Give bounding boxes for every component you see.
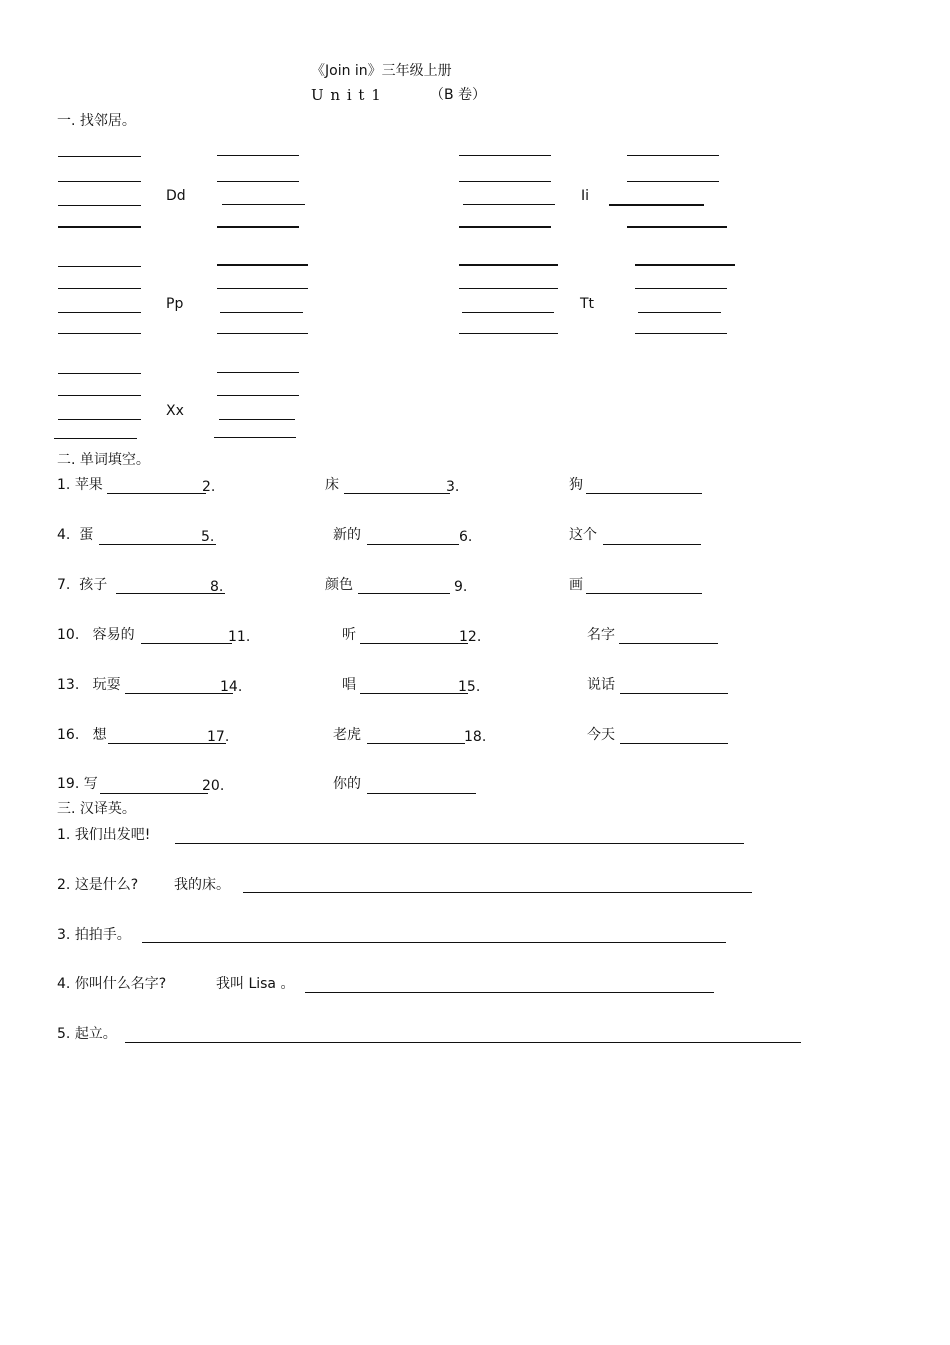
answer-line[interactable] (627, 181, 719, 182)
answer-line[interactable] (459, 155, 551, 156)
fill-item (57, 628, 135, 642)
item-number: 17. (207, 729, 230, 745)
answer-line[interactable] (58, 395, 141, 396)
item-number: 1. (57, 827, 71, 843)
worksheet-title: 《Join in》三年级上册 (311, 63, 452, 79)
answer-line[interactable] (217, 395, 299, 396)
answer-line[interactable] (107, 493, 206, 494)
fill-item (57, 478, 103, 492)
answer-line[interactable] (220, 312, 303, 313)
item-word: 想 (92, 727, 107, 743)
answer-line[interactable] (620, 743, 728, 744)
answer-line[interactable] (603, 544, 701, 545)
answer-line[interactable] (243, 892, 752, 893)
fill-item (57, 578, 107, 592)
fill-item (57, 728, 107, 742)
letter-tt: Tt (580, 296, 595, 312)
section1-heading: 一. 找邻居。 (57, 113, 136, 129)
item-number: 8. (210, 579, 224, 595)
item-word: 孩子 (79, 577, 108, 593)
answer-line[interactable] (125, 693, 233, 694)
answer-line[interactable] (58, 181, 141, 182)
answer-line[interactable] (462, 312, 554, 313)
answer-line[interactable] (217, 264, 308, 266)
answer-line[interactable] (627, 226, 727, 228)
answer-line[interactable] (217, 333, 308, 334)
item-number: 5. (57, 1026, 71, 1042)
answer-line[interactable] (58, 333, 141, 334)
answer-line[interactable] (627, 155, 719, 156)
letter-dd: Dd (166, 188, 186, 204)
item-text: 我叫 Lisa 。 (216, 976, 295, 992)
item-word: 玩耍 (92, 677, 121, 693)
answer-line[interactable] (367, 544, 459, 545)
answer-line[interactable] (344, 493, 450, 494)
unit-label: U n i t 1 (311, 86, 382, 104)
answer-line[interactable] (635, 264, 735, 266)
item-text: 我们出发吧! (74, 827, 151, 843)
item-number: 15. (458, 679, 481, 695)
answer-line[interactable] (463, 204, 555, 205)
answer-line[interactable] (58, 419, 141, 420)
item-word: 你的 (333, 776, 361, 792)
item-word: 名字 (587, 627, 615, 643)
item-number: 12. (459, 629, 482, 645)
answer-line[interactable] (217, 288, 308, 289)
fill-item (57, 678, 121, 692)
letter-pp: Pp (166, 296, 184, 312)
item-word: 今天 (587, 727, 615, 743)
answer-line[interactable] (360, 693, 468, 694)
item-text: 我的床。 (174, 877, 230, 893)
section3-heading: 三. 汉译英。 (57, 801, 136, 817)
item-word: 狗 (569, 477, 583, 493)
answer-line[interactable] (58, 226, 141, 228)
item-number: 6. (459, 529, 473, 545)
answer-line[interactable] (619, 643, 718, 644)
item-number: 2. (202, 479, 216, 495)
answer-line[interactable] (58, 205, 141, 206)
answer-line[interactable] (175, 843, 744, 844)
item-word: 说话 (587, 677, 615, 693)
item-word: 写 (83, 776, 98, 792)
item-word: 这个 (569, 527, 597, 543)
fill-item (57, 528, 93, 542)
translate-item (57, 977, 166, 991)
answer-line[interactable] (459, 264, 558, 266)
answer-line[interactable] (217, 181, 299, 182)
translate-item (57, 928, 131, 942)
fill-item (57, 777, 98, 791)
answer-line[interactable] (99, 544, 216, 545)
answer-line[interactable] (635, 333, 727, 334)
item-word: 唱 (342, 677, 356, 693)
item-number: 16. (57, 727, 80, 743)
answer-line[interactable] (360, 643, 468, 644)
item-number: 3. (57, 927, 71, 943)
item-word: 听 (342, 627, 356, 643)
answer-line[interactable] (586, 493, 702, 494)
answer-line[interactable] (54, 438, 137, 439)
answer-line[interactable] (125, 1042, 801, 1043)
item-text: 这是什么? (74, 877, 139, 893)
version-label: （B 卷） (430, 87, 487, 103)
item-number: 4. (57, 527, 71, 543)
item-number: 5. (201, 529, 215, 545)
item-word: 苹果 (74, 477, 103, 493)
answer-line[interactable] (58, 266, 141, 267)
item-word: 蛋 (79, 527, 94, 543)
translate-item (57, 828, 150, 842)
answer-line[interactable] (459, 333, 558, 334)
item-number: 19. (57, 776, 80, 792)
item-word: 容易的 (92, 627, 135, 643)
answer-line[interactable] (305, 992, 714, 993)
item-word: 床 (325, 477, 339, 493)
item-word: 颜色 (325, 577, 353, 593)
item-text: 起立。 (74, 1026, 117, 1042)
answer-line[interactable] (58, 373, 141, 374)
translate-item (57, 878, 138, 892)
translate-item (57, 1027, 117, 1041)
answer-line[interactable] (586, 593, 702, 594)
answer-line[interactable] (358, 593, 450, 594)
item-text: 拍拍手。 (74, 927, 131, 943)
item-number: 10. (57, 627, 80, 643)
item-number: 7. (57, 577, 71, 593)
answer-line[interactable] (116, 593, 225, 594)
answer-line[interactable] (635, 288, 727, 289)
answer-line[interactable] (459, 181, 551, 182)
answer-line[interactable] (367, 743, 465, 744)
answer-line[interactable] (459, 226, 551, 228)
item-word: 新的 (333, 527, 361, 543)
answer-line[interactable] (217, 226, 299, 228)
item-number: 4. (57, 976, 71, 992)
answer-line[interactable] (58, 156, 141, 157)
answer-line[interactable] (100, 793, 208, 794)
answer-line[interactable] (219, 419, 295, 420)
item-number: 9. (454, 579, 468, 595)
answer-line[interactable] (58, 288, 141, 289)
item-number: 2. (57, 877, 71, 893)
item-word: 画 (569, 577, 583, 593)
answer-line[interactable] (609, 204, 704, 206)
answer-line[interactable] (141, 643, 232, 644)
answer-line[interactable] (217, 155, 299, 156)
answer-line[interactable] (142, 942, 726, 943)
item-number: 3. (446, 479, 460, 495)
answer-line[interactable] (214, 437, 296, 438)
answer-line[interactable] (58, 312, 141, 313)
answer-line[interactable] (459, 288, 558, 289)
section2-heading: 二. 单词填空。 (57, 452, 150, 468)
answer-line[interactable] (367, 793, 476, 794)
answer-line[interactable] (638, 312, 721, 313)
answer-line[interactable] (222, 204, 305, 205)
item-number: 18. (464, 729, 487, 745)
answer-line[interactable] (217, 372, 299, 373)
answer-line[interactable] (620, 693, 728, 694)
letter-xx: Xx (166, 403, 184, 419)
item-number: 20. (202, 778, 225, 794)
item-number: 1. (57, 477, 71, 493)
item-number: 13. (57, 677, 80, 693)
item-text: 你叫什么名字? (74, 976, 167, 992)
item-number: 11. (228, 629, 251, 645)
letter-ii: Ii (581, 188, 590, 204)
item-word: 老虎 (333, 727, 361, 743)
item-number: 14. (220, 679, 243, 695)
